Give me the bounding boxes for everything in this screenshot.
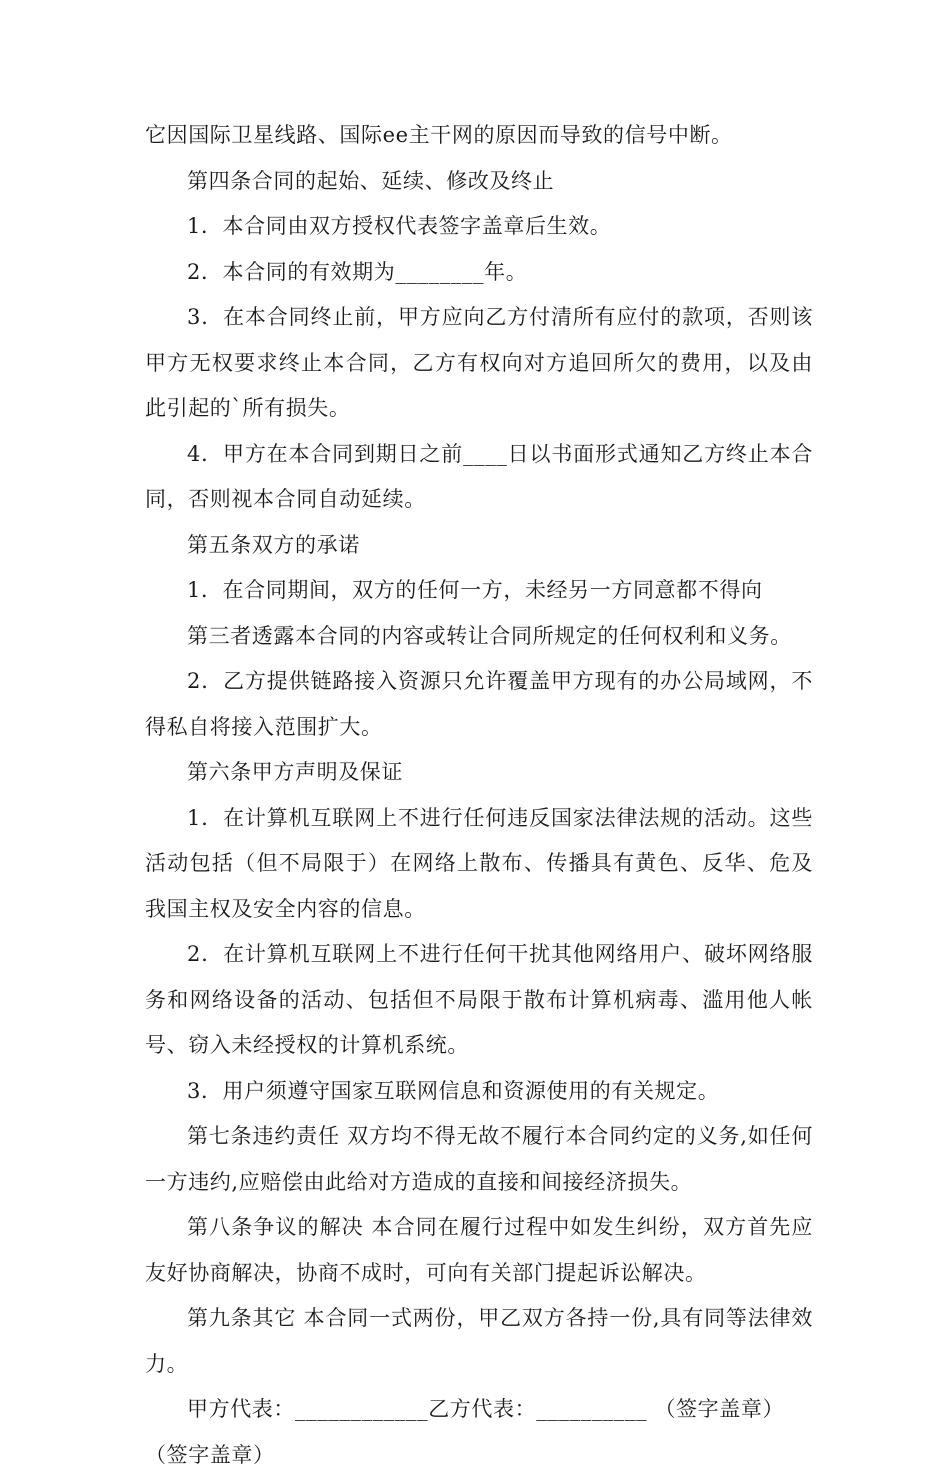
article-5-item-1-cont: 第三者透露本合同的内容或转让合同所规定的任何权利和义务。 <box>145 614 813 660</box>
article-6-item-1: 1．在计算机互联网上不进行任何违反国家法律法规的活动。这些活动包括（但不局限于）在网络上散布、传播具有黄色、反华、危及我国主权及安全内容的信息。 <box>145 796 813 933</box>
article-6-item-3: 3．用户须遵守国家互联网信息和资源使用的有关规定。 <box>145 1069 813 1115</box>
article-4-item-1: 1．本合同由双方授权代表签字盖章后生效。 <box>145 204 813 250</box>
article-5-item-2: 2．乙方提供链路接入资源只允许覆盖甲方现有的办公局域网，不得私自将接入范围扩大。 <box>145 659 813 750</box>
heading-article-4: 第四条合同的起始、延续、修改及终止 <box>145 159 813 205</box>
article-4-item-2: 2．本合同的有效期为________年。 <box>145 250 813 296</box>
paragraph-clause-3-end: 它因国际卫星线路、国际ee主干网的原因而导致的信号中断。 <box>145 113 813 159</box>
heading-article-5: 第五条双方的承诺 <box>145 523 813 569</box>
article-9: 第九条其它 本合同一式两份，甲乙双方各持一份,具有同等法律效力。 <box>145 1296 813 1387</box>
heading-article-6: 第六条甲方声明及保证 <box>145 750 813 796</box>
signature-line: 甲方代表：____________乙方代表：__________ （签字盖章） <box>145 1387 813 1433</box>
article-7: 第七条违约责任 双方均不得无故不履行本合同约定的义务,如任何一方违约,应赔偿由此给对方造成的直接和间接经济损失。 <box>145 1114 813 1205</box>
signature-seal-note: （签字盖章） <box>145 1433 813 1478</box>
article-6-item-2: 2．在计算机互联网上不进行任何干扰其他网络用户、破坏网络服务和网络设备的活动、包括但不局限于散布计算机病毒、滥用他人帐号、窃入未经授权的计算机系统。 <box>145 932 813 1069</box>
article-5-item-1: 1．在合同期间，双方的任何一方，未经另一方同意都不得向 <box>145 568 813 614</box>
article-4-item-3: 3．在本合同终止前，甲方应向乙方付清所有应付的款项，否则该甲方无权要求终止本合同，乙方有权向对方追回所欠的费用，以及由此引起的`所有损失。 <box>145 295 813 432</box>
article-8: 第八条争议的解决 本合同在履行过程中如发生纠纷，双方首先应友好协商解决，协商不成时，可向有关部门提起诉讼解决。 <box>145 1205 813 1296</box>
document-body <box>145 113 813 1478</box>
article-4-item-4: 4．甲方在本合同到期日之前____日以书面形式通知乙方终止本合同，否则视本合同自动延续。 <box>145 432 813 523</box>
